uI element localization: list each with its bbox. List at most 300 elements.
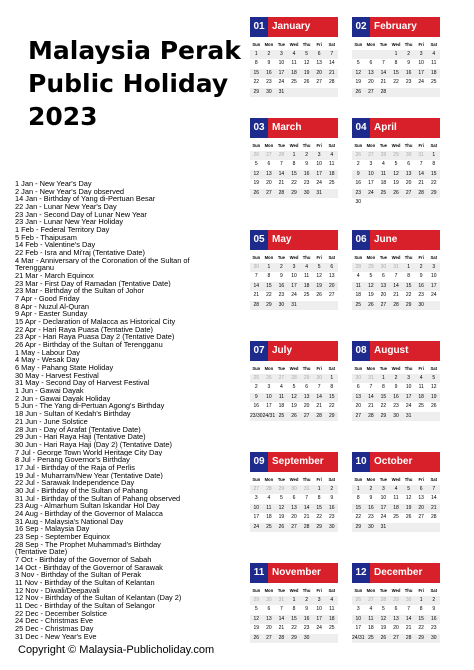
day-cell: 26 bbox=[355, 151, 362, 158]
weekday-label: Wed bbox=[391, 588, 401, 593]
day-cell: 6 bbox=[382, 273, 385, 279]
day-cell: 19 bbox=[380, 625, 387, 631]
day-cell: 27 bbox=[355, 412, 362, 419]
holiday-entry: 4 Mar - Anniversary of the Coronation of the Sultan of bbox=[15, 256, 190, 265]
weekday-label: Sun bbox=[354, 588, 363, 593]
day-cell: 3 bbox=[267, 384, 271, 390]
weekday-label: Sun bbox=[354, 477, 363, 482]
week-row bbox=[352, 50, 440, 60]
holiday-entry: 12 Nov - Birthday of the Sultan of Kelantan (Day 2) bbox=[15, 594, 182, 602]
month-grid bbox=[250, 253, 338, 310]
day-cell: 23/30 bbox=[250, 412, 263, 419]
week-row bbox=[352, 615, 440, 625]
day-cell: 14 bbox=[278, 615, 285, 622]
weekday-label: Wed bbox=[289, 143, 299, 148]
page-title bbox=[28, 34, 241, 133]
day-cell: 30 bbox=[266, 596, 272, 603]
day-cell: 22 bbox=[430, 180, 437, 186]
day-cell: 9 bbox=[280, 273, 283, 279]
day-cell: 14 bbox=[368, 393, 374, 400]
day-cell bbox=[427, 301, 440, 311]
weekday-header-row bbox=[250, 141, 338, 151]
day-cell: 26 bbox=[405, 514, 412, 520]
week-row bbox=[250, 412, 338, 422]
day-cell: 18 bbox=[278, 403, 285, 409]
day-cell: 13 bbox=[393, 615, 399, 622]
day-cell: 10 bbox=[253, 504, 260, 511]
day-cell: 3 bbox=[382, 485, 385, 492]
day-cell bbox=[402, 523, 415, 533]
day-cell: 29 bbox=[405, 301, 412, 308]
day-cell: 7 bbox=[330, 50, 334, 57]
day-cell: 6 bbox=[292, 495, 296, 501]
day-cell: 21 bbox=[368, 403, 374, 409]
day-cell: 3 bbox=[369, 161, 373, 167]
day-cell: 20 bbox=[380, 292, 387, 298]
day-cell: 15 bbox=[430, 170, 437, 177]
day-cell: 10 bbox=[291, 273, 297, 279]
day-cell: 9 bbox=[330, 495, 334, 501]
day-cell: 28 bbox=[303, 523, 310, 530]
week-row bbox=[352, 485, 440, 495]
day-cell: 9 bbox=[305, 606, 308, 612]
day-cell: 2 bbox=[305, 151, 308, 158]
day-cell: 5 bbox=[382, 606, 385, 612]
day-cell: 23 bbox=[418, 292, 424, 298]
holiday-entry: 3 Nov - Birthday of the Sultan of Perak bbox=[15, 571, 142, 579]
month-header bbox=[250, 452, 338, 472]
month-grid bbox=[250, 141, 338, 198]
holiday-entry: 1 Feb - Federal Territory Day bbox=[15, 226, 110, 234]
day-cell: 9 bbox=[407, 60, 410, 66]
day-cell: 24 bbox=[368, 189, 374, 196]
day-cell bbox=[390, 198, 403, 208]
week-row bbox=[250, 301, 338, 311]
month-calendar bbox=[352, 118, 440, 209]
day-cell: 18 bbox=[368, 625, 374, 631]
day-cell bbox=[313, 301, 326, 311]
holiday-entry: 1 Jun - Gawai Dayak bbox=[15, 387, 84, 395]
day-cell: 9 bbox=[305, 161, 308, 167]
day-cell: 9 bbox=[254, 393, 258, 400]
day-cell: 8 bbox=[356, 495, 360, 501]
day-cell: 9 bbox=[419, 273, 423, 279]
day-cell: 2 bbox=[280, 263, 283, 270]
day-cell: 13 bbox=[266, 615, 272, 622]
day-cell: 19 bbox=[368, 292, 374, 298]
week-row bbox=[250, 263, 338, 273]
weekday-label: Sat bbox=[430, 588, 438, 593]
day-cell: 20 bbox=[266, 625, 272, 631]
month-name: September bbox=[272, 456, 324, 467]
day-cell: 26 bbox=[291, 412, 297, 419]
weekday-label: Wed bbox=[391, 477, 401, 482]
day-cell: 20 bbox=[266, 180, 272, 186]
day-cell: 5 bbox=[254, 606, 258, 612]
month-header bbox=[352, 118, 440, 138]
holiday-entry: 25 Dec - Christmas Day bbox=[15, 624, 94, 633]
day-cell: 18 bbox=[328, 615, 335, 622]
day-cell: 15 bbox=[418, 615, 424, 622]
holiday-entry: 8 Apr - Nuzul Al-Quran bbox=[15, 302, 89, 311]
day-cell: 27 bbox=[368, 596, 374, 603]
day-cell: 22 bbox=[316, 514, 322, 520]
weekday-label: Thu bbox=[302, 255, 311, 260]
day-cell: 15 bbox=[380, 393, 387, 400]
month-header bbox=[250, 118, 338, 138]
day-cell: 28 bbox=[355, 263, 362, 270]
weekday-label: Sat bbox=[328, 255, 336, 260]
day-cell: 19 bbox=[253, 180, 260, 186]
day-cell: 11 bbox=[278, 393, 285, 400]
day-cell: 1 bbox=[317, 485, 321, 492]
month-calendar bbox=[250, 563, 338, 654]
day-cell bbox=[390, 523, 403, 533]
weekday-label: Thu bbox=[302, 477, 311, 482]
day-cell: 16 bbox=[253, 403, 260, 409]
day-cell bbox=[427, 198, 440, 208]
day-cell bbox=[415, 523, 428, 533]
day-cell: 5 bbox=[356, 60, 360, 66]
day-cell: 27 bbox=[266, 634, 272, 641]
copyright-text: Copyright © Malaysia-Publicholiday.com bbox=[18, 644, 215, 656]
day-cell: 7 bbox=[317, 384, 321, 390]
day-cell: 17 bbox=[368, 180, 374, 186]
day-cell: 5 bbox=[432, 374, 436, 381]
day-cell: 6 bbox=[369, 60, 373, 66]
week-row bbox=[352, 263, 440, 273]
day-cell bbox=[377, 198, 390, 208]
weekday-label: Mon bbox=[264, 42, 274, 47]
week-row bbox=[352, 605, 440, 615]
day-cell: 5 bbox=[394, 161, 398, 167]
day-cell: 21 bbox=[316, 403, 322, 409]
month-number: 02 bbox=[352, 17, 370, 37]
day-cell: 15 bbox=[291, 615, 297, 622]
day-cell: 28 bbox=[380, 596, 387, 603]
day-cell: 4 bbox=[330, 151, 334, 158]
day-cell: 29 bbox=[291, 634, 297, 641]
holiday-entry: 23 Aug - Almarhum Sultan Iskandar Hol Day bbox=[15, 502, 160, 510]
day-cell bbox=[365, 198, 378, 208]
day-cell: 16 bbox=[418, 282, 424, 289]
day-cell: 11 bbox=[291, 60, 297, 66]
week-row bbox=[250, 291, 338, 301]
day-cell: 31 bbox=[303, 485, 310, 492]
week-row bbox=[352, 513, 440, 523]
day-cell: 4 bbox=[292, 50, 296, 57]
day-cell: 29 bbox=[418, 634, 424, 641]
day-cell: 21 bbox=[405, 625, 412, 631]
day-cell bbox=[390, 88, 403, 98]
day-cell: 11 bbox=[329, 606, 335, 612]
month-name: July bbox=[272, 345, 293, 356]
day-cell: 27 bbox=[316, 79, 322, 85]
weekday-label: Mon bbox=[366, 143, 376, 148]
holiday-entry: 17 Jul - Birthday of the Raja of Perlis bbox=[15, 463, 135, 472]
day-cell: 29 bbox=[253, 596, 260, 603]
holiday-entry: 23 Jan - Second Day of Lunar New Year bbox=[15, 210, 147, 219]
day-cell: 10 bbox=[316, 606, 322, 612]
day-cell: 30 bbox=[316, 374, 322, 381]
day-cell: 3 bbox=[292, 263, 296, 270]
day-cell: 8 bbox=[394, 60, 398, 66]
day-cell: 26 bbox=[393, 189, 399, 196]
month-name: January bbox=[272, 21, 311, 32]
day-cell: 9 bbox=[432, 606, 436, 612]
month-calendar bbox=[250, 230, 338, 321]
holiday-entry: 5 Feb - Thaipusam bbox=[15, 233, 77, 242]
week-row bbox=[352, 151, 440, 161]
day-cell: 6 bbox=[305, 384, 308, 390]
day-cell: 30 bbox=[355, 374, 362, 381]
week-row bbox=[250, 374, 338, 384]
day-cell: 11 bbox=[329, 161, 335, 167]
day-cell: 5 bbox=[280, 495, 283, 501]
day-cell bbox=[402, 198, 415, 208]
week-row bbox=[250, 189, 338, 199]
day-cell: 27 bbox=[266, 189, 272, 196]
day-cell: 6 bbox=[267, 606, 271, 612]
weekday-label: Sat bbox=[430, 42, 438, 47]
month-name: August bbox=[374, 345, 409, 356]
day-cell: 10 bbox=[418, 60, 424, 66]
week-row bbox=[352, 383, 440, 393]
day-cell: 6 bbox=[330, 263, 334, 270]
day-cell: 19 bbox=[278, 514, 285, 520]
day-cell: 27 bbox=[266, 151, 272, 158]
day-cell: 28 bbox=[418, 189, 424, 196]
day-cell: 7 bbox=[419, 161, 423, 167]
day-cell: 11 bbox=[380, 170, 387, 177]
day-cell: 6 bbox=[267, 161, 271, 167]
day-cell: 28 bbox=[266, 485, 272, 492]
day-cell: 10 bbox=[355, 615, 362, 622]
holiday-entry: 7 Oct - Birthday of the Governor of Sabah bbox=[15, 555, 152, 564]
holiday-entry: 21 Mar - March Equinox bbox=[15, 272, 94, 280]
day-cell: 12 bbox=[303, 60, 310, 66]
day-cell: 30 bbox=[368, 523, 374, 530]
week-row bbox=[250, 88, 338, 98]
month-name: June bbox=[374, 234, 398, 245]
week-row bbox=[352, 504, 440, 514]
day-cell: 29 bbox=[278, 485, 285, 492]
day-cell: 12 bbox=[405, 495, 412, 501]
day-cell: 30 bbox=[328, 523, 335, 530]
day-cell: 11 bbox=[393, 495, 399, 501]
day-cell: 25 bbox=[430, 79, 437, 85]
month-grid bbox=[250, 586, 338, 643]
weekday-label: Mon bbox=[366, 588, 376, 593]
weekday-label: Wed bbox=[391, 143, 401, 148]
week-row bbox=[250, 513, 338, 523]
day-cell: 27 bbox=[393, 634, 399, 641]
weekday-label: Tue bbox=[379, 588, 388, 593]
day-cell: 17 bbox=[278, 69, 285, 76]
day-cell: 14 bbox=[253, 282, 260, 289]
day-cell: 26 bbox=[253, 151, 260, 158]
month-calendar bbox=[250, 341, 338, 432]
holiday-entry: 2 Jan - New Year's Day observed bbox=[15, 187, 125, 196]
weekday-label: Sat bbox=[430, 143, 438, 148]
day-cell: 3 bbox=[317, 596, 321, 603]
day-cell: 21 bbox=[278, 625, 285, 631]
day-cell: 2 bbox=[305, 596, 308, 603]
weekday-label: Mon bbox=[264, 588, 274, 593]
day-cell: 1 bbox=[330, 374, 334, 381]
weekday-label: Fri bbox=[418, 477, 424, 482]
month-grid bbox=[352, 475, 440, 532]
month-calendar bbox=[352, 563, 440, 654]
day-cell: 24/31 bbox=[262, 412, 276, 419]
day-cell bbox=[313, 88, 326, 98]
day-cell: 22 bbox=[253, 79, 260, 85]
day-cell: 8 bbox=[254, 60, 258, 66]
month-name: October bbox=[374, 456, 413, 467]
holiday-entry: 11 Nov - Birthday of the Sultan of Kelantan bbox=[15, 578, 155, 587]
day-cell: 16 bbox=[405, 69, 412, 76]
weekday-label: Sat bbox=[430, 366, 438, 371]
day-cell: 18 bbox=[303, 282, 310, 289]
day-cell: 12 bbox=[291, 393, 297, 400]
weekday-label: Mon bbox=[366, 366, 376, 371]
week-row bbox=[250, 402, 338, 412]
month-number: 11 bbox=[250, 563, 268, 583]
weekday-label: Mon bbox=[264, 477, 274, 482]
day-cell: 22 bbox=[291, 180, 297, 186]
month-grid bbox=[250, 40, 338, 97]
day-cell: 28 bbox=[380, 88, 387, 95]
day-cell: 24 bbox=[405, 403, 412, 409]
holiday-entry: 23 Sep - September Equinox bbox=[15, 532, 110, 541]
month-name: March bbox=[272, 122, 302, 133]
day-cell: 16 bbox=[430, 615, 437, 622]
day-cell: 31 bbox=[393, 263, 399, 270]
day-cell: 30 bbox=[418, 301, 424, 308]
holiday-entry: 28 Sep - The Prophet Muhammad's Birthday bbox=[15, 540, 161, 549]
day-cell: 23 bbox=[405, 79, 412, 85]
day-cell: 7 bbox=[280, 606, 283, 612]
day-cell: 29 bbox=[328, 412, 335, 419]
month-name: December bbox=[374, 567, 423, 578]
month-grid bbox=[250, 364, 338, 421]
day-cell: 31 bbox=[316, 189, 322, 196]
holiday-entry: 22 Feb - Isra and Mi'raj (Tentative Date) bbox=[15, 249, 145, 257]
day-cell: 13 bbox=[418, 495, 424, 501]
day-cell bbox=[352, 50, 365, 60]
day-cell: 28 bbox=[405, 634, 412, 641]
month-calendar bbox=[250, 17, 338, 108]
day-cell: 22 bbox=[393, 79, 399, 85]
month-header bbox=[250, 563, 338, 583]
weekday-label: Mon bbox=[366, 255, 376, 260]
week-row bbox=[352, 170, 440, 180]
day-cell: 26 bbox=[355, 88, 362, 95]
holiday-entry: 14 Jan - Birthday of Yang di-Pertuan Besar bbox=[15, 195, 156, 204]
day-cell: 30 bbox=[291, 485, 297, 492]
day-cell: 14 bbox=[328, 60, 335, 66]
weekday-label: Sat bbox=[328, 588, 336, 593]
day-cell: 14 bbox=[405, 615, 412, 622]
day-cell bbox=[402, 88, 415, 98]
day-cell: 24/31 bbox=[352, 634, 365, 641]
weekday-label: Mon bbox=[264, 255, 274, 260]
weekday-label: Tue bbox=[277, 42, 286, 47]
day-cell: 30 bbox=[278, 301, 285, 308]
weekday-label: Thu bbox=[404, 366, 413, 371]
day-cell: 5 bbox=[407, 485, 410, 492]
day-cell: 11 bbox=[266, 504, 272, 511]
day-cell: 2 bbox=[419, 263, 423, 270]
week-row bbox=[352, 272, 440, 282]
month-name: April bbox=[374, 122, 397, 133]
day-cell: 30 bbox=[430, 634, 437, 641]
week-row bbox=[250, 383, 338, 393]
day-cell: 31 bbox=[405, 412, 412, 419]
day-cell: 25 bbox=[266, 523, 272, 530]
day-cell: 29 bbox=[316, 523, 322, 530]
day-cell: 26 bbox=[278, 523, 285, 530]
weekday-label: Tue bbox=[277, 366, 286, 371]
weekday-label: Wed bbox=[391, 255, 401, 260]
day-cell: 1 bbox=[356, 485, 360, 492]
week-row bbox=[250, 504, 338, 514]
weekday-label: Sat bbox=[328, 477, 336, 482]
weekday-label: Tue bbox=[379, 255, 388, 260]
day-cell: 15 bbox=[253, 69, 260, 76]
day-cell: 1 bbox=[292, 596, 296, 603]
day-cell: 15 bbox=[328, 393, 335, 400]
week-row bbox=[250, 485, 338, 495]
day-cell: 10 bbox=[405, 384, 412, 390]
weekday-label: Wed bbox=[391, 42, 401, 47]
day-cell: 27 bbox=[380, 301, 387, 308]
holiday-entry: (Tentative Date) bbox=[15, 548, 68, 556]
holiday-entry: 1 May - Labour Day bbox=[15, 348, 80, 357]
weekday-label: Thu bbox=[302, 42, 311, 47]
week-row bbox=[250, 523, 338, 533]
weekday-label: Thu bbox=[404, 255, 413, 260]
day-cell bbox=[325, 301, 338, 311]
month-number: 07 bbox=[250, 341, 268, 361]
day-cell: 10 bbox=[266, 393, 272, 400]
day-cell: 10 bbox=[430, 273, 437, 279]
holiday-entry: 22 Apr - Hari Raya Puasa (Tentative Date) bbox=[15, 325, 154, 334]
day-cell: 19 bbox=[316, 282, 322, 289]
day-cell: 1 bbox=[382, 374, 385, 381]
day-cell: 13 bbox=[355, 393, 362, 400]
title-line: Public Holiday bbox=[28, 69, 229, 98]
day-cell: 21 bbox=[278, 180, 285, 186]
day-cell: 10 bbox=[278, 60, 285, 66]
day-cell: 24 bbox=[316, 625, 322, 631]
week-row bbox=[352, 69, 440, 79]
day-cell: 30 bbox=[405, 596, 412, 603]
day-cell: 29 bbox=[303, 374, 310, 381]
holiday-entry: 23 Mar - First Day of Ramadan (Tentative Date) bbox=[15, 279, 171, 288]
weekday-label: Sat bbox=[430, 255, 438, 260]
day-cell: 23 bbox=[355, 189, 362, 196]
day-cell: 20 bbox=[393, 625, 399, 631]
day-cell: 25 bbox=[303, 292, 310, 298]
day-cell: 28 bbox=[380, 151, 387, 158]
week-row bbox=[352, 179, 440, 189]
day-cell: 6 bbox=[356, 384, 360, 390]
day-cell: 23 bbox=[368, 514, 374, 520]
day-cell: 4 bbox=[432, 50, 436, 57]
title-line: 2023 bbox=[28, 102, 98, 131]
holiday-entry: Terengganu bbox=[15, 264, 55, 273]
